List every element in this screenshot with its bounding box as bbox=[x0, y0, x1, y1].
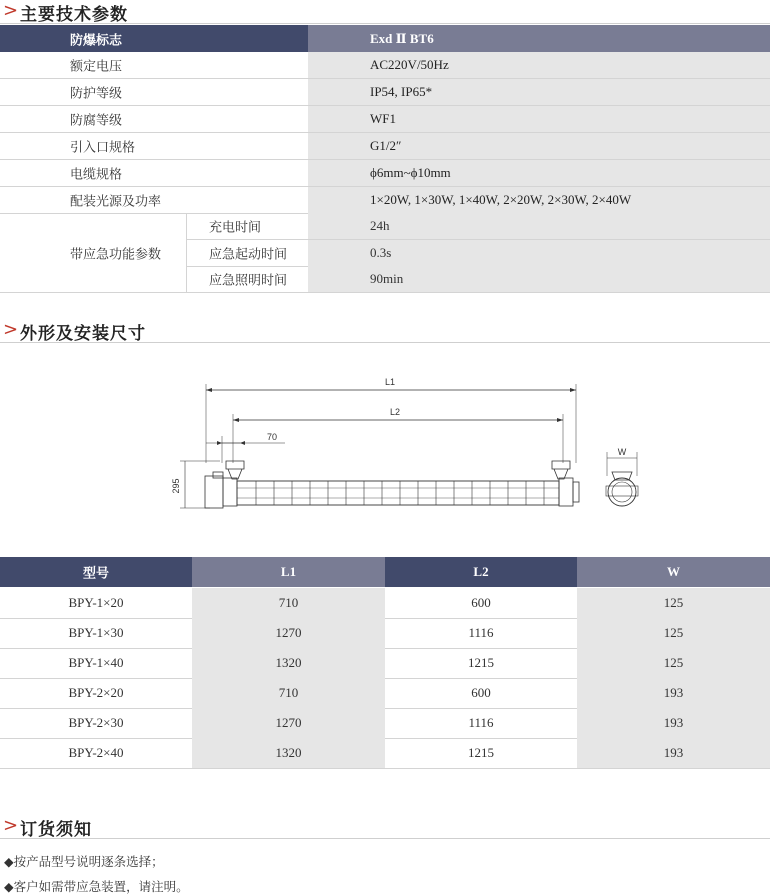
specs-title-text: 主要技术参数 bbox=[20, 5, 128, 25]
spec-label: 电缆规格 bbox=[70, 167, 123, 183]
arrow-icon: > bbox=[3, 319, 19, 340]
model-cell: BPY-1×20 bbox=[68, 595, 124, 610]
order-item bbox=[4, 877, 189, 895]
arrow-icon: > bbox=[3, 0, 19, 21]
model-cell: BPY-1×40 bbox=[68, 655, 124, 670]
dim-295-label: 295 bbox=[171, 478, 181, 494]
emergency-row-value: 90min bbox=[370, 271, 404, 286]
spec-value: 1×20W, 1×30W, 1×40W, 2×20W, 2×30W, 2×40W bbox=[370, 192, 632, 207]
arrow-icon: > bbox=[3, 815, 19, 836]
w-cell: 125 bbox=[663, 655, 684, 670]
l1-cell: 710 bbox=[278, 685, 299, 700]
specs-row bbox=[0, 187, 770, 214]
dims-title-text: 外形及安装尺寸 bbox=[20, 324, 146, 344]
w-label: W bbox=[617, 447, 627, 457]
specs-row bbox=[0, 133, 770, 160]
spec-value: AC220V/50Hz bbox=[370, 57, 449, 72]
model-cell: BPY-1×30 bbox=[68, 625, 124, 640]
spec-value: ϕ6mm~ϕ10mm bbox=[370, 165, 451, 180]
l1-cell: 1320 bbox=[275, 745, 302, 760]
emergency-row bbox=[187, 240, 770, 267]
emergency-row-value: 24h bbox=[370, 218, 390, 233]
dims-header-cell: 型号 bbox=[0, 557, 192, 587]
specs-row bbox=[0, 79, 770, 106]
dims-header-row bbox=[0, 557, 770, 587]
dims-section-title bbox=[0, 319, 770, 343]
l2-cell: 1116 bbox=[468, 715, 494, 730]
table-row bbox=[0, 648, 770, 679]
order-item-text: 按产品型号说明逐条选择； bbox=[13, 854, 164, 869]
l2-cell: 600 bbox=[471, 595, 491, 610]
dims-header-cell: L2 bbox=[385, 557, 577, 587]
specs-row bbox=[0, 160, 770, 187]
table-row bbox=[0, 708, 770, 739]
emergency-row-label: 应急起动时间 bbox=[209, 247, 288, 263]
specs-header-row bbox=[0, 25, 770, 53]
dim-70-label: 70 bbox=[266, 432, 278, 442]
dims-header-cell: W bbox=[577, 557, 770, 587]
divider bbox=[0, 23, 770, 24]
order-section-title bbox=[0, 815, 770, 839]
bullet-icon: ◆ bbox=[4, 854, 14, 869]
spec-label: 引入口规格 bbox=[70, 140, 136, 156]
l1-label: L1 bbox=[384, 377, 396, 387]
w-cell: 193 bbox=[663, 715, 684, 730]
w-cell: 125 bbox=[663, 625, 684, 640]
emergency-group bbox=[0, 213, 770, 293]
order-item bbox=[4, 852, 164, 870]
emergency-row bbox=[187, 266, 770, 292]
emergency-row bbox=[187, 213, 770, 240]
order-title-text: 订货须知 bbox=[20, 820, 92, 840]
w-cell: 193 bbox=[663, 745, 684, 760]
w-cell: 125 bbox=[663, 595, 684, 610]
l1-cell: 1270 bbox=[275, 715, 302, 730]
fixture-drawing bbox=[160, 368, 650, 528]
table-row bbox=[0, 678, 770, 709]
spec-label: 配装光源及功率 bbox=[70, 194, 162, 210]
spec-value: IP54, IP65* bbox=[370, 84, 433, 99]
model-cell: BPY-2×20 bbox=[68, 685, 124, 700]
l2-label: L2 bbox=[389, 407, 401, 417]
bullet-icon: ◆ bbox=[4, 879, 14, 894]
specs-row bbox=[0, 52, 770, 79]
w-cell: 193 bbox=[663, 685, 684, 700]
dims-header-cell: L1 bbox=[192, 557, 385, 587]
spec-label: 额定电压 bbox=[70, 59, 123, 75]
specs-section-title bbox=[0, 0, 770, 24]
emergency-row-value: 0.3s bbox=[370, 245, 392, 260]
spec-value: WF1 bbox=[370, 111, 396, 126]
emergency-row-label: 应急照明时间 bbox=[209, 273, 288, 289]
model-cell: BPY-2×30 bbox=[68, 715, 124, 730]
specs-header-value: Exd Ⅱ BT6 bbox=[308, 25, 770, 52]
order-item-text: 客户如需带应急装置，请注明。 bbox=[13, 879, 189, 894]
l1-cell: 710 bbox=[278, 595, 299, 610]
model-cell: BPY-2×40 bbox=[68, 745, 124, 760]
l1-cell: 1270 bbox=[275, 625, 302, 640]
table-row bbox=[0, 588, 770, 619]
table-row bbox=[0, 618, 770, 649]
divider bbox=[0, 838, 770, 839]
spec-label: 防腐等级 bbox=[70, 113, 123, 129]
l2-cell: 1215 bbox=[468, 655, 494, 670]
l1-cell: 1320 bbox=[275, 655, 302, 670]
spec-label: 防护等级 bbox=[70, 86, 123, 102]
l2-cell: 600 bbox=[471, 685, 491, 700]
specs-row bbox=[0, 106, 770, 133]
table-row bbox=[0, 738, 770, 769]
l2-cell: 1215 bbox=[468, 745, 494, 760]
emergency-row-label: 充电时间 bbox=[209, 220, 262, 236]
specs-header-label: 防爆标志 bbox=[0, 25, 308, 52]
emergency-label: 带应急功能参数 bbox=[0, 213, 187, 292]
spec-value: G1/2″ bbox=[370, 138, 402, 153]
l2-cell: 1116 bbox=[468, 625, 494, 640]
divider bbox=[0, 342, 770, 343]
